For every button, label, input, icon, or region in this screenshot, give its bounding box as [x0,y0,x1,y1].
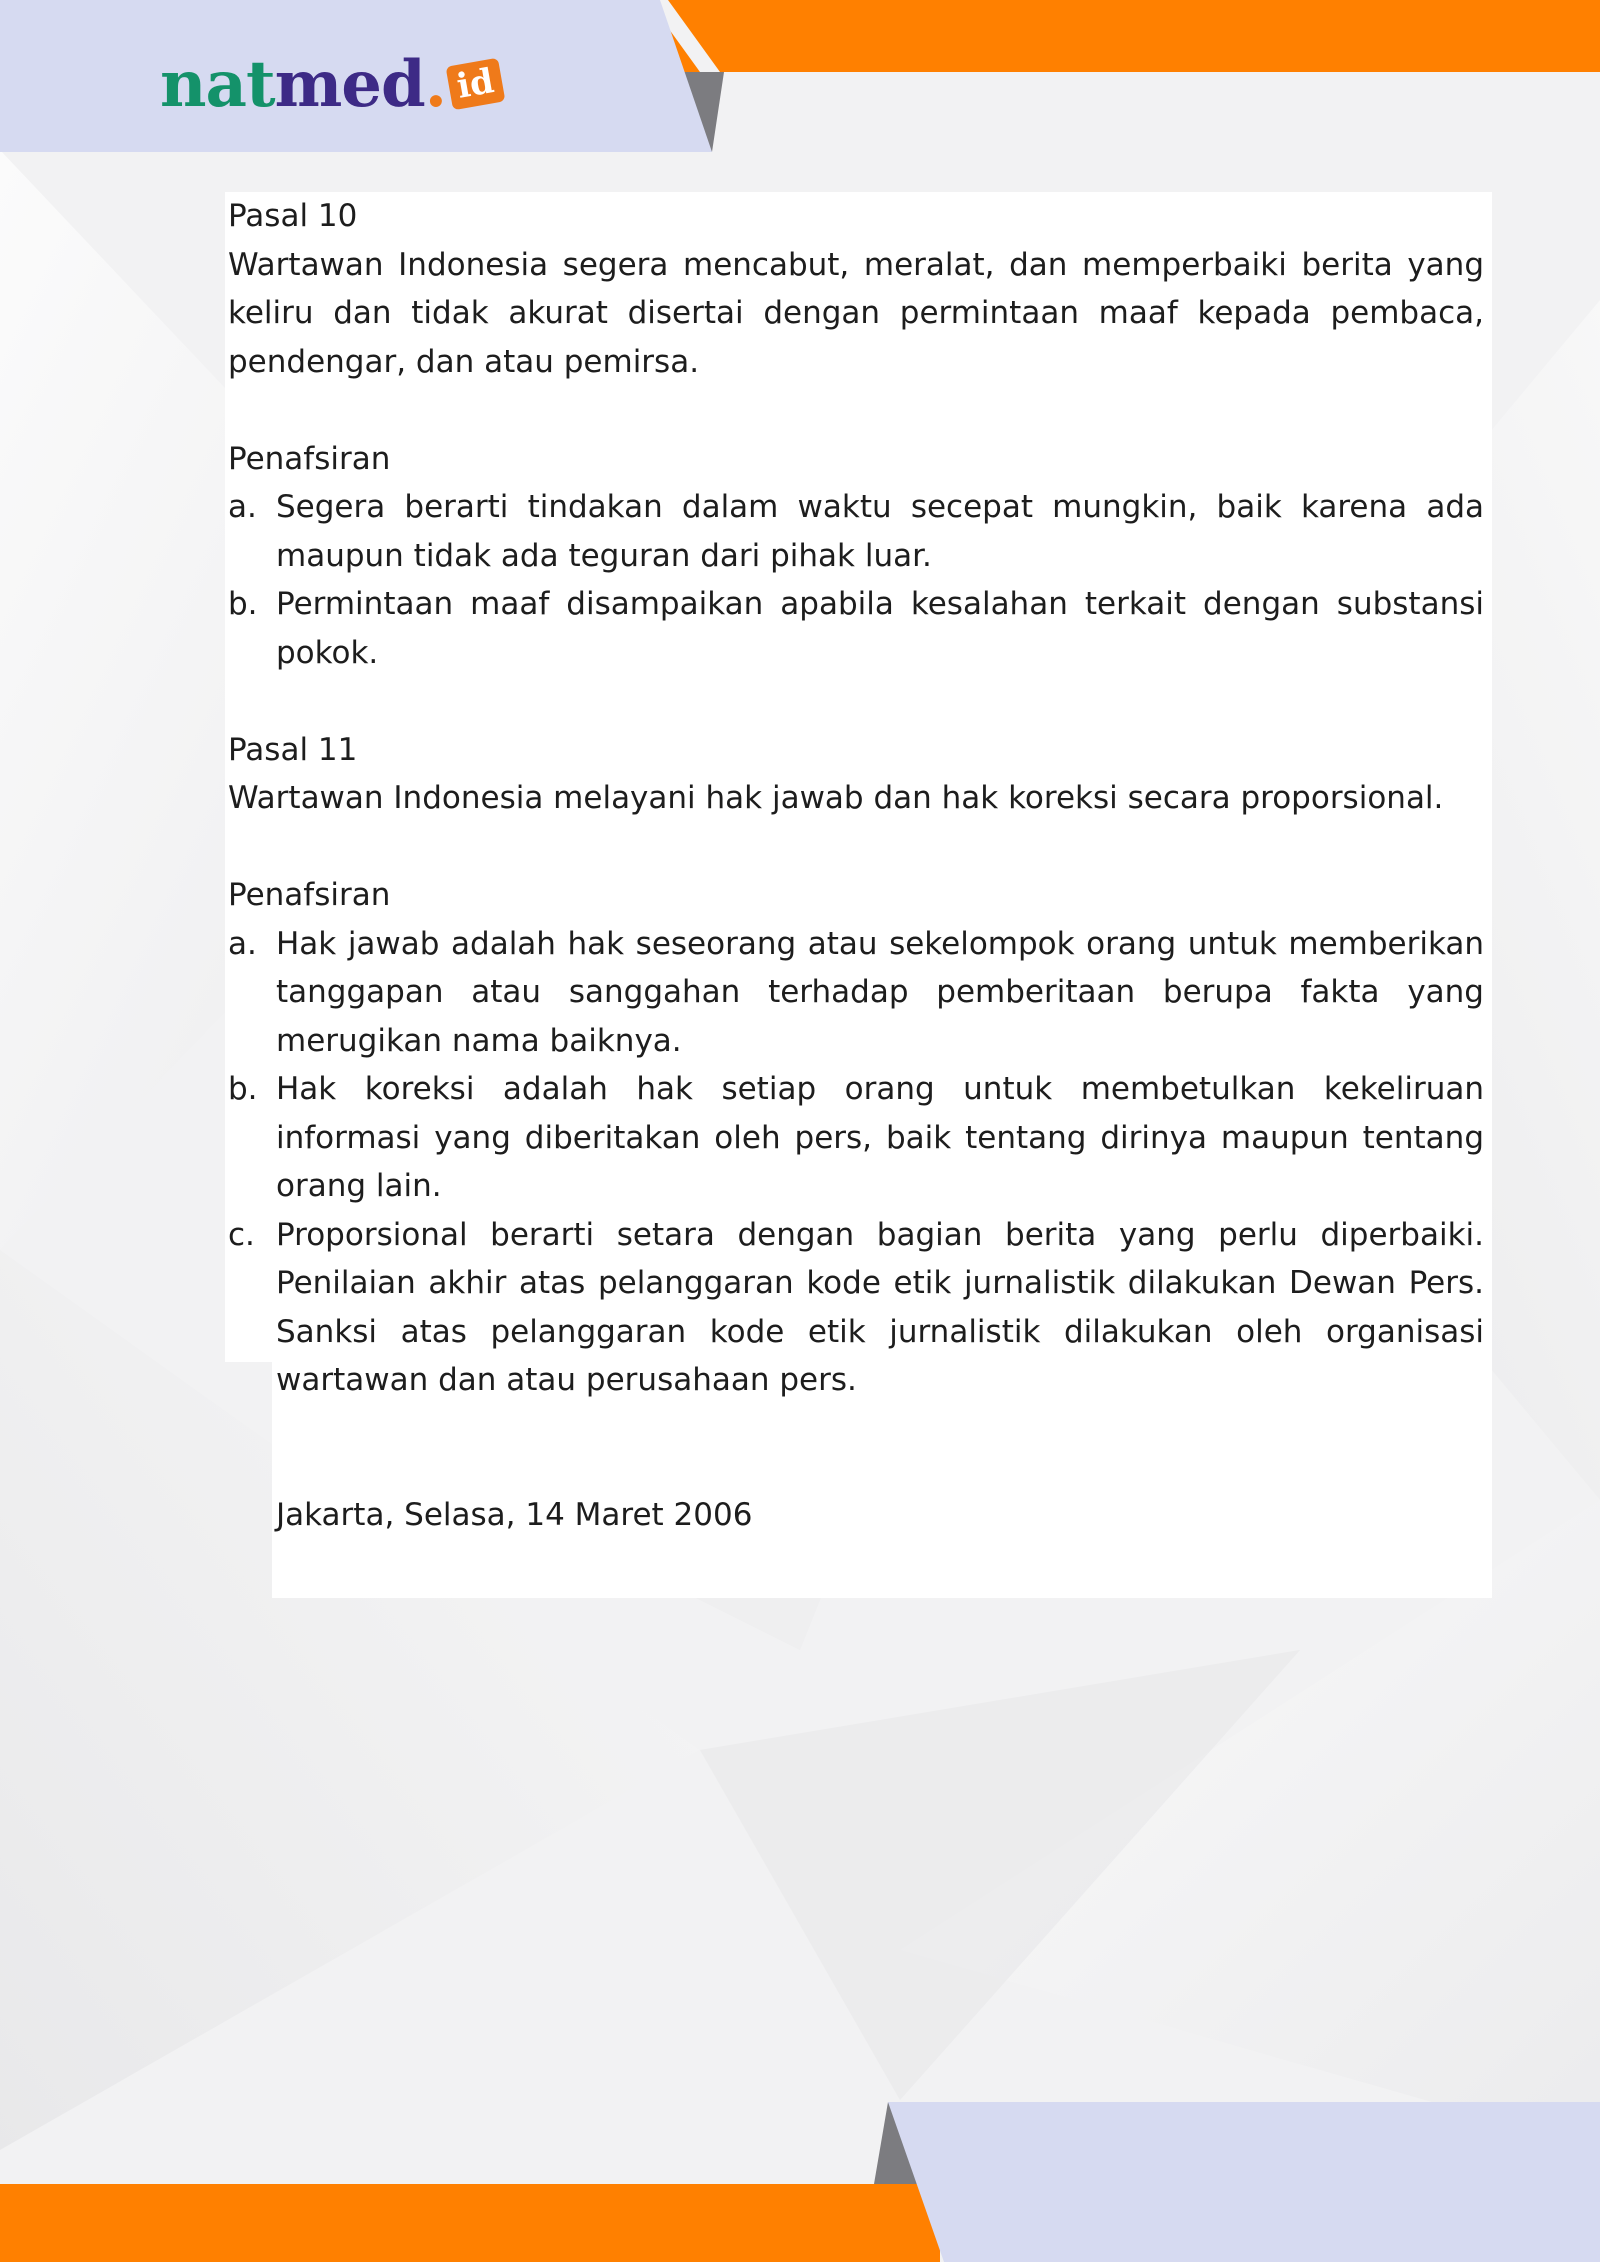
list-item [228,1211,1484,1405]
pasal-10-interpretation-list [228,483,1484,677]
logo-dot: . [424,47,448,122]
list-item-marker: b. [228,586,258,622]
document-body [228,192,1484,1405]
list-item-marker: a. [228,489,257,525]
footer-orange-band [0,2184,940,2262]
list-item [228,920,1484,1066]
list-item [228,580,1484,677]
pasal-11-interpretation-list [228,920,1484,1405]
list-item-text: Hak jawab adalah hak seseorang atau sekelompok orang untuk memberikan tanggapan atau sanggahan terhadap pemberitaan berupa fakta yang merugikan nama baiknya. [276,925,1484,1059]
pasal-11-interpretation-heading: Penafsiran [228,877,391,913]
pasal-10-heading: Pasal 10 [228,198,358,234]
header-orange-band [660,0,1600,72]
pasal-11-section [228,726,1484,1405]
logo-id-badge: id [446,58,506,110]
list-item-text: Proporsional berarti setara dengan bagian berita yang perlu diperbaiki. Penilaian akhir atas pelanggaran kode etik jurnalistik dilakukan Dewan Pers. Sanksi atas pelanggaran kode etik jurnalistik dilakukan oleh organisasi wartawan dan atau perusahaan pers. [276,1216,1484,1398]
list-item-marker: b. [228,1071,258,1107]
list-item-marker: a. [228,925,257,962]
closing-place-date: Jakarta, Selasa, 14 Maret 2006 [276,1497,753,1533]
pasal-11-heading: Pasal 11 [228,731,358,768]
list-item-text: Permintaan maaf disampaikan apabila kesalahan terkait dengan substansi pokok. [276,586,1484,671]
list-item-marker: c. [228,1216,255,1253]
pasal-10-section [228,192,1484,677]
list-item-text: Hak koreksi adalah hak setiap orang untuk membetulkan kekeliruan informasi yang diberitakan oleh pers, baik tentang dirinya maupun tentang orang lain. [276,1071,1484,1204]
logo-med-text: med [274,47,425,122]
logo-nat-text: nat [160,47,275,122]
natmed-logo [160,47,502,122]
pasal-10-interpretation-heading: Penafsiran [228,440,391,477]
pasal-11-body: Wartawan Indonesia melayani hak jawab dan hak koreksi secara proporsional. [228,780,1444,816]
list-item-text: Segera berarti tindakan dalam waktu secepat mungkin, baik karena ada maupun tidak ada teguran dari pihak luar. [276,489,1484,574]
footer-lavender-panel [888,2102,1600,2262]
pasal-10-body: Wartawan Indonesia segera mencabut, meralat, dan memperbaiki berita yang keliru dan tidak akurat disertai dengan permintaan maaf kepada pembaca, pendengar, dan atau pemirsa. [228,246,1484,380]
list-item [228,1065,1484,1211]
list-item [228,483,1484,580]
